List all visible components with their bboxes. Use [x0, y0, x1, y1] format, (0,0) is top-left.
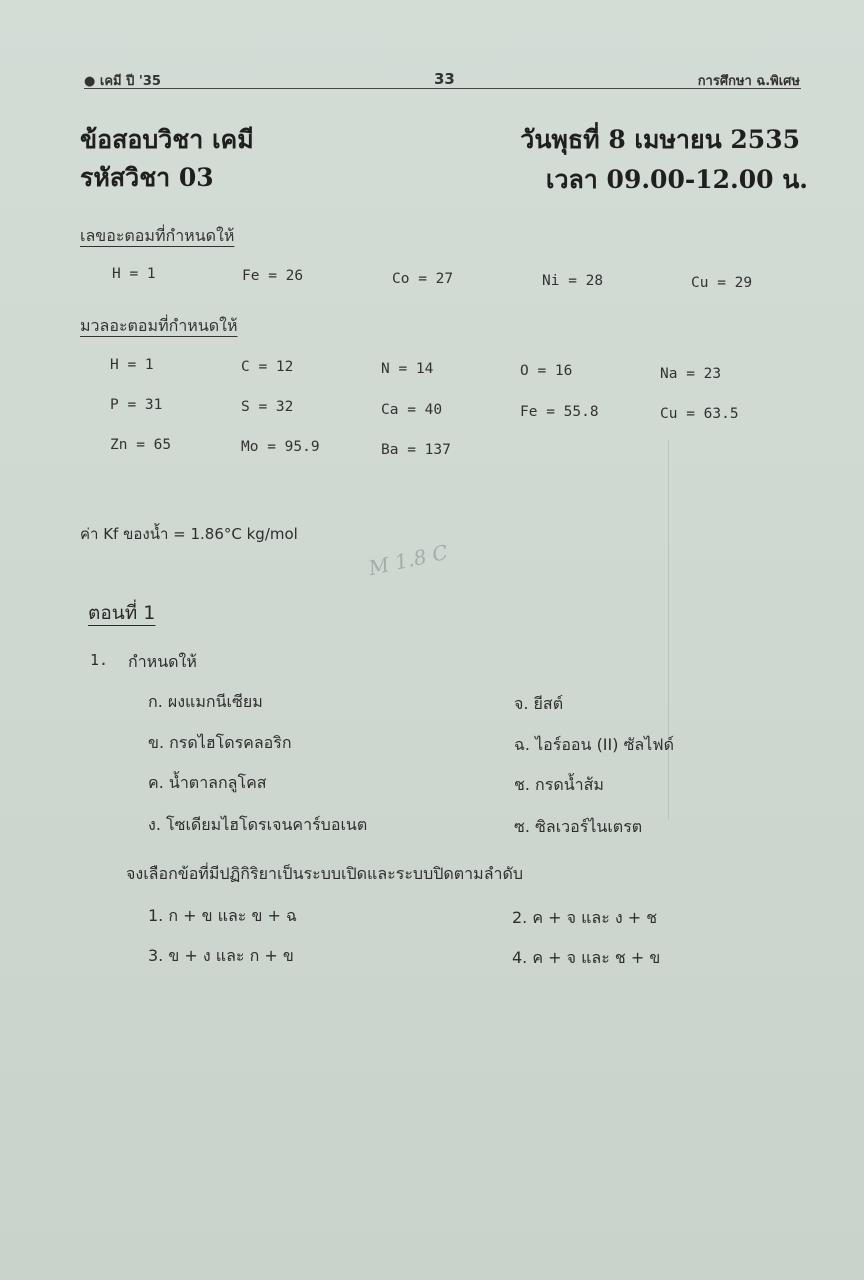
given-item: ช. กรดน้ำส้ม — [514, 775, 604, 794]
atomic-mass-item: S = 32 — [241, 399, 294, 415]
bullet-icon: ● — [84, 74, 96, 89]
exam-subject: ข้อสอบวิชา เคมี — [80, 125, 254, 154]
atomic-numbers-heading: เลขอะตอมที่กำหนดให้ — [80, 226, 235, 245]
question-prompt: จงเลือกข้อที่มีปฏิกิริยาเป็นระบบเปิดและระบบปิดตามลำดับ — [126, 864, 524, 883]
question-number: 1. — [90, 651, 109, 669]
answer-choice-3[interactable]: 3. ข + ง และ ก + ข — [148, 946, 294, 965]
handwritten-note: M 1.8 C — [366, 539, 450, 581]
atomic-mass-item: Zn = 65 — [110, 437, 172, 453]
paper-crease — [668, 440, 669, 820]
kf-constant: ค่า Kf ของน้ำ = 1.86°C kg/mol — [80, 525, 298, 543]
given-item: จ. ยีสต์ — [514, 694, 564, 713]
exam-date: วันพุธที่ 8 เมษายน 2535 — [520, 125, 800, 154]
atomic-mass-item: O = 16 — [520, 363, 573, 379]
atomic-number-item: Co = 27 — [392, 271, 454, 287]
given-item: ง. โซเดียมไฮโดรเจนคาร์บอเนต — [148, 815, 368, 834]
exam-time: เวลา 09.00-12.00 น. — [545, 165, 808, 194]
atomic-number-item: Ni = 28 — [542, 273, 604, 289]
atomic-mass-item: P = 31 — [110, 397, 163, 413]
header-left-text: เคมี ปี '35 — [99, 74, 161, 89]
atomic-mass-item: Mo = 95.9 — [241, 439, 320, 455]
page-number: 33 — [434, 70, 455, 88]
atomic-mass-item: N = 14 — [381, 361, 434, 377]
atomic-mass-item: Cu = 63.5 — [660, 406, 739, 422]
atomic-mass-item: C = 12 — [241, 359, 294, 375]
given-item: ค. น้ำตาลกลูโคส — [148, 773, 267, 792]
given-item: ฉ. ไอร์ออน (II) ซัลไฟด์ — [514, 735, 674, 754]
part-heading: ตอนที่ 1 — [88, 602, 156, 624]
atomic-mass-item: Fe = 55.8 — [520, 404, 599, 420]
atomic-number-item: Fe = 26 — [242, 268, 304, 284]
header-rule — [84, 88, 801, 89]
given-item: ก. ผงแมกนีเซียม — [148, 692, 263, 711]
header-right: การศึกษา ฉ.พิเศษ — [697, 74, 800, 89]
atomic-number-item: Cu = 29 — [691, 275, 753, 291]
answer-choice-2[interactable]: 2. ค + จ และ ง + ช — [512, 908, 658, 927]
atomic-mass-item: Ca = 40 — [381, 402, 443, 418]
given-item: ซ. ซิลเวอร์ไนเตรต — [514, 817, 643, 836]
atomic-masses-heading: มวลอะตอมที่กำหนดให้ — [80, 316, 238, 335]
answer-choice-4[interactable]: 4. ค + จ และ ช + ข — [512, 948, 661, 967]
answer-choice-1[interactable]: 1. ก + ข และ ข + ฉ — [148, 906, 297, 925]
atomic-mass-item: Na = 23 — [660, 366, 722, 382]
atomic-mass-item: H = 1 — [110, 357, 154, 373]
atomic-number-item: H = 1 — [112, 266, 156, 282]
atomic-mass-item: Ba = 137 — [381, 442, 451, 458]
exam-code: รหัสวิชา 03 — [80, 163, 214, 192]
given-item: ข. กรดไฮโดรคลอริก — [148, 733, 292, 752]
question-stem: กำหนดให้ — [128, 652, 197, 671]
